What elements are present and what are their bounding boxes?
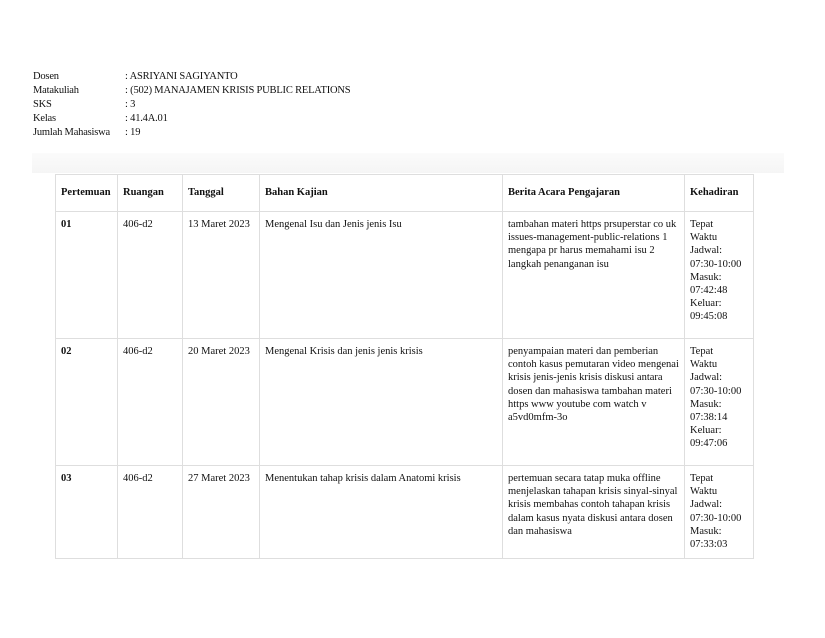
info-row-kelas [33, 112, 350, 126]
column-header-pertemuan: Pertemuan [56, 175, 118, 212]
info-row-sks [33, 98, 350, 112]
kehadiran-line: 07:38:14 [690, 412, 728, 424]
kehadiran-line: 09:47:06 [690, 438, 728, 450]
kehadiran-line: 09:45:08 [690, 311, 728, 323]
kehadiran-line: Waktu [690, 359, 718, 371]
kehadiran-line: 07:30-10:00 [690, 258, 742, 270]
kehadiran-line: Tepat [690, 346, 714, 357]
column-header-kehadiran: Kehadiran [685, 175, 754, 212]
cell-berita-acara: tambahan materi https prsuperstar co uk issues-management-public-relations 1 mengapa pr harus memahami isu 2 langkah penanganan isu [503, 212, 685, 339]
cell-tanggal: 20 Maret 2023 [183, 339, 260, 466]
info-label: Dosen [33, 71, 59, 82]
cell-pertemuan: 03 [56, 466, 118, 559]
info-label: SKS [33, 99, 52, 110]
info-row-matakuliah [33, 84, 350, 98]
cell-ruangan: 406-d2 [118, 212, 183, 339]
cell-kehadiran [685, 339, 754, 466]
cell-ruangan: 406-d2 [118, 339, 183, 466]
cell-tanggal: 27 Maret 2023 [183, 466, 260, 559]
cell-pertemuan: 02 [56, 339, 118, 466]
info-value: : 19 [125, 127, 141, 138]
cell-tanggal: 13 Maret 2023 [183, 212, 260, 339]
info-label: Jumlah Mahasiswa [33, 127, 110, 138]
kehadiran-line: Tepat [690, 219, 714, 230]
cell-bahan-kajian: Mengenal Isu dan Jenis jenis Isu [260, 212, 503, 339]
kehadiran-line: Jadwal: [690, 245, 723, 257]
table-row [56, 212, 754, 339]
info-label: Kelas [33, 113, 56, 124]
kehadiran-line: Waktu [690, 232, 718, 244]
cell-pertemuan: 01 [56, 212, 118, 339]
info-value: : ASRIYANI SAGIYANTO [125, 71, 238, 82]
info-value: : 41.4A.01 [125, 113, 168, 124]
attendance-table [55, 174, 754, 559]
kehadiran-line: Jadwal: [690, 372, 723, 384]
cell-bahan-kajian: Menentukan tahap krisis dalam Anatomi krisis [260, 466, 503, 559]
kehadiran-line: Keluar: [690, 298, 722, 310]
cell-bahan-kajian: Mengenal Krisis dan jenis jenis krisis [260, 339, 503, 466]
cell-berita-acara: pertemuan secara tatap muka offline menjelaskan tahapan krisis sinyal-sinyal krisis membahas contoh tahapan krisis dalam kasus nyata diskusi antara dosen dan mahasiswa [503, 466, 685, 559]
info-value: : (502) MANAJAMEN KRISIS PUBLIC RELATIONS [125, 85, 351, 96]
cell-ruangan: 406-d2 [118, 466, 183, 559]
kehadiran-line: Jadwal: [690, 499, 723, 511]
info-row-jumlah-mahasiswa [33, 126, 350, 140]
info-value: : 3 [125, 99, 136, 110]
kehadiran-line: 07:30-10:00 [690, 512, 742, 524]
column-header-tanggal: Tanggal [183, 175, 260, 212]
kehadiran-line: 07:30-10:00 [690, 385, 742, 397]
kehadiran-line: Masuk: [690, 398, 722, 410]
kehadiran-line: Waktu [690, 486, 718, 498]
kehadiran-line: Masuk: [690, 525, 722, 537]
table-row [56, 339, 754, 466]
kehadiran-line: Tepat [690, 473, 714, 484]
cell-kehadiran [685, 212, 754, 339]
column-header-ruangan: Ruangan [118, 175, 183, 212]
table-header-row [56, 175, 754, 212]
kehadiran-line: 07:33:03 [690, 539, 728, 551]
info-row-dosen [33, 70, 350, 84]
table-row [56, 466, 754, 559]
kehadiran-line: Keluar: [690, 425, 722, 437]
kehadiran-line: Masuk: [690, 271, 722, 283]
info-label: Matakuliah [33, 85, 79, 96]
header-band-divider [32, 153, 784, 173]
kehadiran-line: 07:42:48 [690, 285, 728, 297]
cell-kehadiran [685, 466, 754, 559]
column-header-bahan-kajian: Bahan Kajian [260, 175, 503, 212]
course-info [33, 70, 350, 140]
column-header-berita-acara: Berita Acara Pengajaran [503, 175, 685, 212]
cell-berita-acara: penyampaian materi dan pemberian contoh kasus pemutaran video mengenai krisis jenis-jenis krisis diskusi antara dosen dan mahasiswa tambahan materi https www youtube com watch v a5vd0mfm-3o [503, 339, 685, 466]
